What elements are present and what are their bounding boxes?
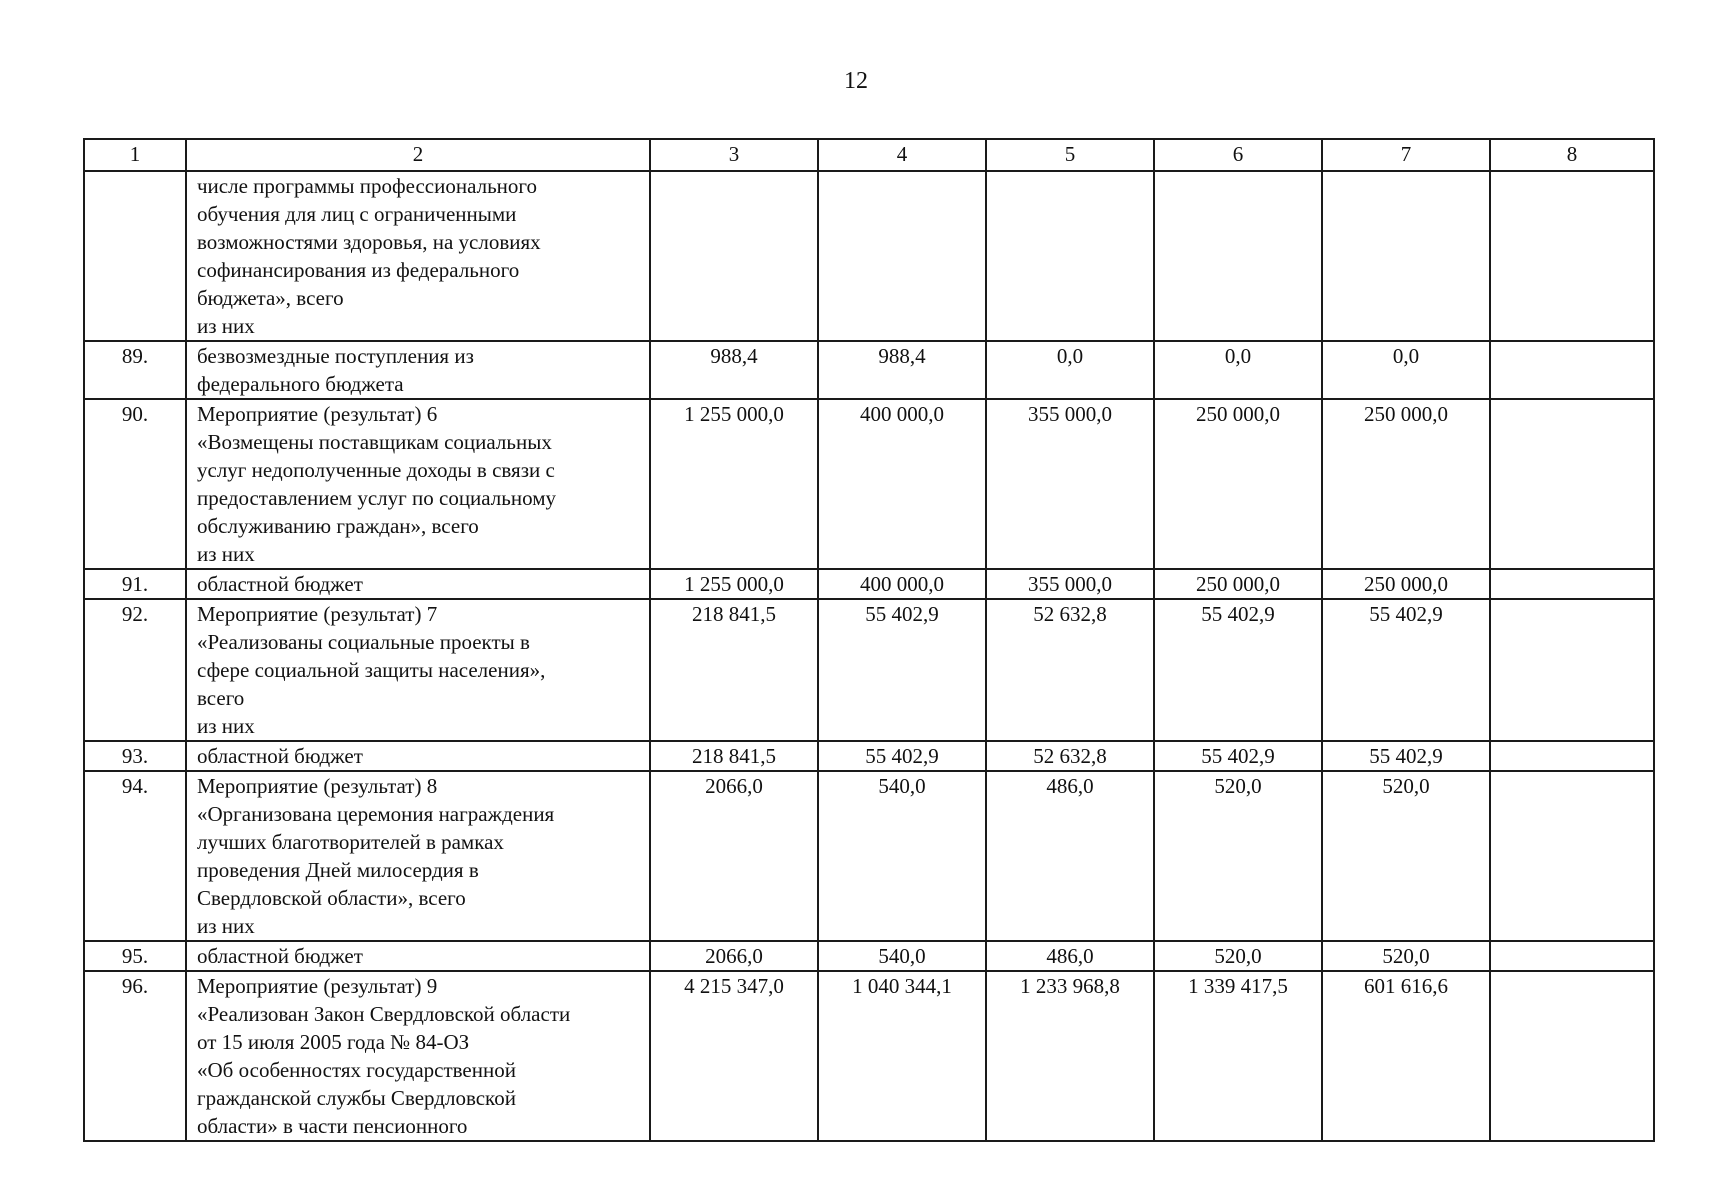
value-col-6: 520,0 [1154,771,1322,941]
value-col-5: 486,0 [986,771,1154,941]
table-row [84,399,1654,569]
value-col-3: 988,4 [650,341,818,399]
value-col-5: 355 000,0 [986,399,1154,569]
value-col-8 [1490,341,1654,399]
value-col-8 [1490,171,1654,341]
column-header: 7 [1322,139,1490,171]
value-col-5: 52 632,8 [986,599,1154,741]
value-col-3: 1 255 000,0 [650,569,818,599]
value-col-7: 0,0 [1322,341,1490,399]
value-col-7: 55 402,9 [1322,741,1490,771]
value-col-4: 540,0 [818,941,986,971]
value-col-7: 250 000,0 [1322,569,1490,599]
row-description: числе программы профессионального обучения для лиц с ограниченными возможностями здоровья, на условиях софинансирования из федерального бюджета», всего из них [186,171,650,341]
row-number: 92. [84,599,186,741]
value-col-7: 250 000,0 [1322,399,1490,569]
value-col-8 [1490,569,1654,599]
value-col-6: 0,0 [1154,341,1322,399]
table-row [84,569,1654,599]
value-col-5: 1 233 968,8 [986,971,1154,1141]
row-number: 95. [84,941,186,971]
row-number: 96. [84,971,186,1141]
row-description: Мероприятие (результат) 8 «Организована церемония награждения лучших благотворителей в рамках проведения Дней милосердия в Свердловской области», всего из них [186,771,650,941]
column-header: 4 [818,139,986,171]
value-col-8 [1490,971,1654,1141]
row-number: 94. [84,771,186,941]
value-col-5: 52 632,8 [986,741,1154,771]
column-number-header-row [84,139,1654,171]
value-col-4: 400 000,0 [818,569,986,599]
table-row [84,171,1654,341]
value-col-4 [818,171,986,341]
value-col-5 [986,171,1154,341]
value-col-3: 4 215 347,0 [650,971,818,1141]
value-col-4: 55 402,9 [818,741,986,771]
table-row [84,741,1654,771]
value-col-4: 55 402,9 [818,599,986,741]
value-col-6: 55 402,9 [1154,599,1322,741]
column-header: 6 [1154,139,1322,171]
column-header: 8 [1490,139,1654,171]
table-row [84,341,1654,399]
value-col-3: 218 841,5 [650,599,818,741]
value-col-8 [1490,599,1654,741]
value-col-7: 601 616,6 [1322,971,1490,1141]
row-description: Мероприятие (результат) 9 «Реализован Закон Свердловской области от 15 июля 2005 года № 84-ОЗ «Об особенностях государственной гражданской службы Свердловской области» в части пенсионного [186,971,650,1141]
value-col-6: 250 000,0 [1154,399,1322,569]
table-row [84,971,1654,1141]
value-col-3: 218 841,5 [650,741,818,771]
row-number [84,171,186,341]
row-description: безвозмездные поступления из федерального бюджета [186,341,650,399]
value-col-6: 55 402,9 [1154,741,1322,771]
row-description: областной бюджет [186,569,650,599]
row-description: областной бюджет [186,941,650,971]
column-header: 3 [650,139,818,171]
value-col-5: 355 000,0 [986,569,1154,599]
value-col-5: 486,0 [986,941,1154,971]
column-header: 5 [986,139,1154,171]
value-col-4: 1 040 344,1 [818,971,986,1141]
row-description: Мероприятие (результат) 7 «Реализованы социальные проекты в сфере социальной защиты населения», всего из них [186,599,650,741]
value-col-7 [1322,171,1490,341]
row-description: областной бюджет [186,741,650,771]
value-col-7: 55 402,9 [1322,599,1490,741]
row-description: Мероприятие (результат) 6 «Возмещены поставщикам социальных услуг недополученные доходы в связи с предоставлением услуг по социальному обслуживанию граждан», всего из них [186,399,650,569]
value-col-6 [1154,171,1322,341]
column-header: 1 [84,139,186,171]
value-col-6: 1 339 417,5 [1154,971,1322,1141]
value-col-8 [1490,741,1654,771]
value-col-7: 520,0 [1322,941,1490,971]
value-col-3: 1 255 000,0 [650,399,818,569]
table-row [84,941,1654,971]
value-col-7: 520,0 [1322,771,1490,941]
row-number: 90. [84,399,186,569]
value-col-6: 520,0 [1154,941,1322,971]
budget-table [83,138,1655,1142]
page-number: 12 [844,68,868,94]
value-col-6: 250 000,0 [1154,569,1322,599]
value-col-4: 540,0 [818,771,986,941]
value-col-5: 0,0 [986,341,1154,399]
table-row [84,599,1654,741]
row-number: 91. [84,569,186,599]
value-col-4: 988,4 [818,341,986,399]
value-col-3: 2066,0 [650,771,818,941]
row-number: 89. [84,341,186,399]
value-col-4: 400 000,0 [818,399,986,569]
value-col-8 [1490,941,1654,971]
row-number: 93. [84,741,186,771]
value-col-3 [650,171,818,341]
value-col-8 [1490,399,1654,569]
table-row [84,771,1654,941]
value-col-8 [1490,771,1654,941]
column-header: 2 [186,139,650,171]
value-col-3: 2066,0 [650,941,818,971]
